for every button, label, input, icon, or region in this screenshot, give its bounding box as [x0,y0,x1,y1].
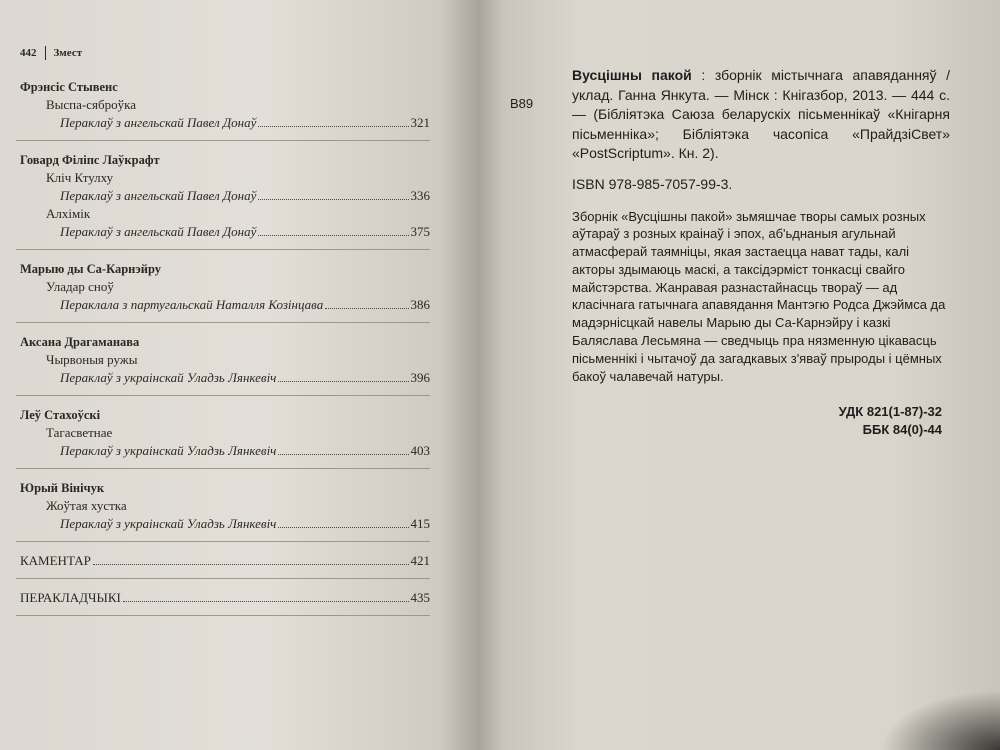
toc-translator: Пераклаў з ангельскай Павел Донаў [60,115,257,130]
library-code: В89 [510,96,534,111]
toc-translator-line [60,114,430,132]
leader-dots [325,296,408,309]
toc-page: 435 [410,590,430,605]
leader-dots [258,187,408,200]
bbk-code: ББК 84(0)-44 [862,422,942,438]
toc-author: Марыю ды Са-Карнэйру [20,262,162,276]
toc-divider [16,322,430,323]
toc-section-line [20,589,430,607]
bibliographic-record [572,66,950,164]
page-number: 442 [20,47,37,59]
toc-title: Кліч Ктулху [46,170,114,185]
annotation: Зборнік «Вусцішны пакой» зьмяшчае творы самых розных аўтараў з розных краінаў і эпох, аб'ьднаныя агульнай атмасферай таямніцы, якая застаецца нават тады, калі акторы здымаюць маскі, а таксідэрміст тонкасці свайго майстэрства. Жанравая разнастайнасць твораў — ад класічнага гатычнага апавядання Мантэгю Родса Джэймса да мадэрнісцкай навелы Марыю ды Са-Карнэйру і казкі Баляслава Лесьмяна — сведчыць пра нязменную цікавасць пісьменнікі і чытачоў да загадкавых з'яваў прыроды і цёмных бакоў чалавечай натуры. [572,208,946,384]
toc-translator: Пераклаў з украінскай Уладзь Лянкевіч [60,370,277,385]
toc-title: Уладар сноў [46,279,114,294]
toc-translator: Пераклала з партугальскай Наталля Козінцава [60,297,324,312]
toc-translator-line [60,369,430,387]
leader-dots [258,114,408,127]
toc-title: Жоўтая хустка [46,498,127,513]
toc-translator: Пераклаў з украінскай Уладзь Лянкевіч [60,516,277,531]
toc-author: Леў Стахоўскі [20,408,101,422]
udk-code: УДК 821(1-87)-32 [838,404,942,420]
toc-author: Аксана Драгаманава [20,335,140,349]
toc-title: Чырвоныя ружы [46,352,138,367]
running-header [20,46,82,60]
leader-dots [258,223,408,236]
toc-page: 336 [410,188,430,203]
toc-author: Юрый Вінічук [20,481,105,495]
toc-translator: Пераклаў з ангельскай Павел Донаў [60,224,257,239]
toc-divider [16,249,430,250]
table-of-contents [20,78,430,626]
toc-section-label: ПЕРАКЛАДЧЫКІ [20,590,121,605]
toc-divider [16,468,430,469]
page-shadow [880,690,1000,750]
toc-title: Тагасветнае [46,425,113,440]
toc-divider [16,541,430,542]
classification-codes [510,403,942,439]
toc-author: Фрэнсіс Стывенс [20,80,118,94]
toc-divider [16,395,430,396]
toc-page: 375 [410,224,430,239]
toc-translator: Пераклаў з украінскай Уладзь Лянкевіч [60,443,277,458]
leader-dots [278,515,408,528]
toc-divider [16,578,430,579]
toc-page: 403 [410,443,430,458]
toc-translator-line [60,187,430,205]
leader-dots [123,589,409,602]
toc-title: Алхімік [46,206,91,221]
toc-divider [16,140,430,141]
leader-dots [278,369,408,382]
section-name: Змест [53,47,83,59]
leader-dots [93,552,409,565]
toc-page: 396 [410,370,430,385]
toc-author: Говард Філіпс Лаўкрафт [20,153,160,167]
toc-translator-line [60,442,430,460]
book-title: Вусцішны пакой [572,67,692,83]
toc-title: Выспа-сяброўка [46,97,136,112]
toc-page: 386 [410,297,430,312]
bibliographic-details: : зборнік містычнага апавяданняў / уклад. Ганна Янкута. — Мінск : Кнігазбор, 2013. — 444 с. — (Бібліятэка Саюза беларускіх пісьменнікаў «Кнігарня пісьменніка»; Бібліятэка часопіса «ПрайдзіСвет» «PostScriptum». Кн. 2). [572,67,950,161]
isbn: ISBN 978-985-7057-99-3. [572,175,733,192]
toc-translator: Пераклаў з ангельскай Павел Донаў [60,188,257,203]
imprint-block [510,66,950,439]
header-divider [45,46,46,60]
toc-page: 321 [410,115,430,130]
toc-section-label: КАМЕНТАР [20,553,91,568]
toc-translator-line [60,296,430,314]
toc-page: 415 [410,516,430,531]
toc-translator-line [60,223,430,241]
leader-dots [278,442,408,455]
left-page [0,0,478,750]
toc-section-line [20,552,430,570]
toc-divider [16,615,430,616]
toc-page: 421 [410,553,430,568]
toc-translator-line [60,515,430,533]
